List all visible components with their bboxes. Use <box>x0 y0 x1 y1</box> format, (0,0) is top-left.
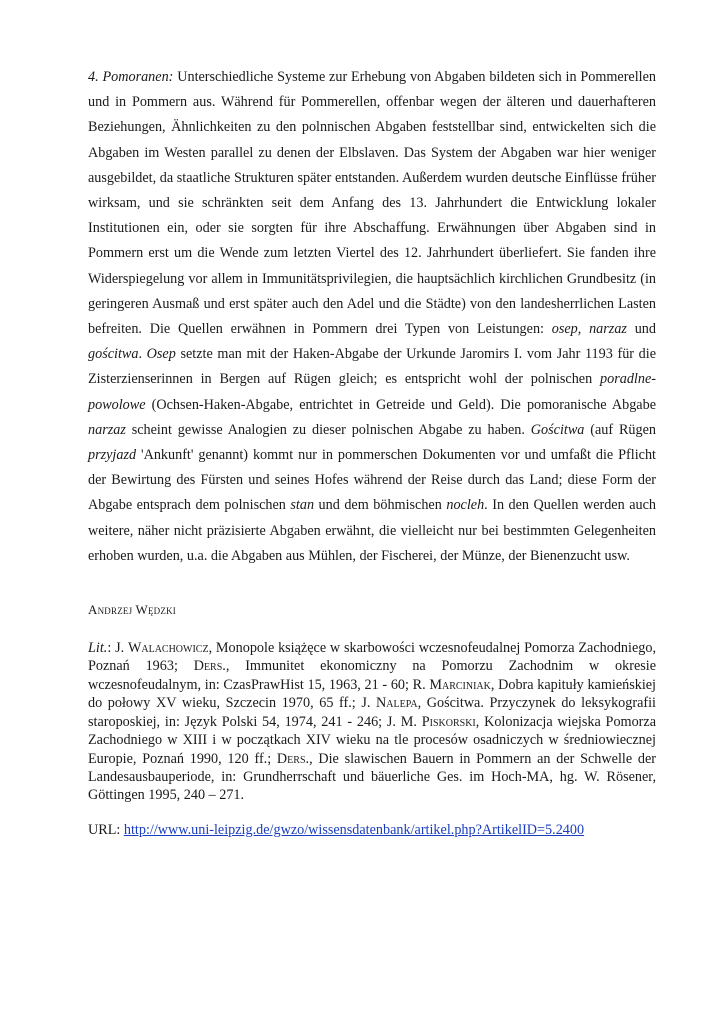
body-text-run: poradlne-powolowe <box>88 371 656 413</box>
body-text-run: 'Ankunft' genannt) kommt nur in pommerschen Dokumenten vor und umfaßt die Pflicht der Bewirtung des Fürsten und seines Hofes während der Reise durch das Land; diese Form der Abgabe entsprach dem polnischen <box>88 447 656 514</box>
body-text-run: (Ochsen-Haken-Abgabe, entrichtet in Getreide und Geld). Die pomoranische Abgabe <box>145 396 656 413</box>
section-title: Pomoranen: <box>102 69 174 85</box>
literature-text-run: Ders <box>193 658 223 675</box>
body-text-run: Osep <box>146 346 176 363</box>
literature-text-run: Walachowicz <box>127 640 209 657</box>
literature-text-run: Marciniak <box>429 676 491 693</box>
literature-text-run: , Monopole książęce w skarbowości wczesnofeudalnej Pomorza Zachodniego, Poznań 1963; <box>88 640 657 675</box>
literature-text-run: , Kolonizacja wiejska Pomorza Zachodniego w XIII i w początkach XIV wieku na tle procesów osadniczych w średniowiecznej Europie, Poznań 1990, 120 ff.; <box>88 713 656 767</box>
section-number: 4. <box>88 69 99 85</box>
article-body <box>88 65 656 569</box>
body-text-run: . In den Quellen werden auch weitere, näher nicht präzisierte Abgaben erwähnt, die vielleicht nur bei bestimmten Gelegenheiten erhoben wurden, u.a. die Abgaben aus Mühlen, der Fischerei, der Münze, der Bienenzucht usw. <box>88 497 656 564</box>
body-text-run: gościtwa <box>88 346 139 363</box>
body-text-run: nocleh <box>446 497 485 514</box>
literature-text-run: , Gościtwa. Przyczynek do leksykografii staroposkiej, in: Język Polski 54, 1974, 241 - 246; J. M. <box>88 695 656 730</box>
body-text-run: (auf Rügen <box>584 421 656 438</box>
literature-text-run: ., Immunitet ekonomiczny na Pomorzu Zachodnim w okresie wczesnofeudalnym, in: CzasPrawHist 15, 1963, 21 - 60; R. <box>88 658 657 693</box>
literature-text-run: : J. <box>107 640 128 657</box>
body-text-run: . <box>138 346 147 363</box>
section-heading <box>88 69 173 85</box>
body-text-run: und <box>626 321 656 338</box>
author-name: Andrzej Wędzki <box>88 602 176 618</box>
body-text-run: Gościtwa <box>530 421 585 438</box>
body-text-run: Unterschiedliche Systeme zur Erhebung von Abgaben bildeten sich in Pommerellen und in Pommern aus. Während für Pommerellen, offenbar wegen der älteren und dauerhafteren Beziehungen, Ähnlichkeiten zu den polnnischen Abgaben feststellbar sind, entwickelten sich die Abgaben im Westen parallel zu denen der Elbslaven. Das System der Abgaben war hier weniger ausgebildet, da staatliche Strukturen später entstanden. Außerdem wurden deutsche Einflüsse früher wirksam, und sie schränkten seit dem Anfang des 13. Jahrhundert die Entwicklung lokaler Institutionen ein, oder sie sorgten für ihre Abschaffung. Erwähnungen über Abgaben sind in Pommern erst um die Wende zum letzten Viertel des 12. Jahrhundert überliefert. Sie fanden ihre Widerspiegelung vor allem in Immunitätsprivilegien, die hauptsächlich kirchlichen Grundbesitz (in geringeren Ausmaß und erst später auch den Adel und die Städte) von den landesherrlichen Lasten befreiten. Die Quellen erwähnen in Pommern drei Typen von Leistungen: <box>88 69 657 338</box>
url-label: URL: <box>88 821 121 838</box>
body-text-run: stan <box>290 497 315 514</box>
literature-text-run: ., Die slawischen Bauern in Pommern an der Schwelle der Landesausbauperiode, in: Grundherrschaft und bäuerliche Ges. im Hoch-MA, hg. W. Rösener, Göttingen 1995, 240 – 271. <box>88 750 656 804</box>
body-text-run: setzte man mit der Haken-Abgabe der Urkunde Jaromirs I. vom Jahr 1193 für die Zisterzienserinnen in Bergen auf Rügen gleich; es entspricht wohl der polnischen <box>88 346 657 388</box>
literature-references <box>88 639 656 805</box>
literature-text-run: Nalepa <box>376 695 418 712</box>
body-text-run: narzaz <box>88 421 126 438</box>
source-url <box>88 821 656 839</box>
body-text-run: przyjazd <box>88 447 137 464</box>
body-text-run: scheint gewisse Analogien zu dieser polnischen Abgabe zu haben. <box>125 421 531 438</box>
literature-text-run: Ders <box>276 750 306 767</box>
article-body-text <box>88 69 656 564</box>
literature-text-run: Lit. <box>88 640 108 657</box>
literature-text-run: , Dobra kapituły kamieńskiej do połowy XV wieku, Szczecin 1970, 65 ff.; J. <box>88 676 656 712</box>
body-text-run: und dem böhmischen <box>314 497 447 514</box>
literature-text-run: Piskorski <box>421 713 476 730</box>
body-text-run: osep, narzaz <box>551 321 627 338</box>
source-url-link[interactable]: http://www.uni-leipzig.de/gwzo/wissensdatenbank/artikel.php?ArtikelID=5.2400 <box>123 821 585 838</box>
